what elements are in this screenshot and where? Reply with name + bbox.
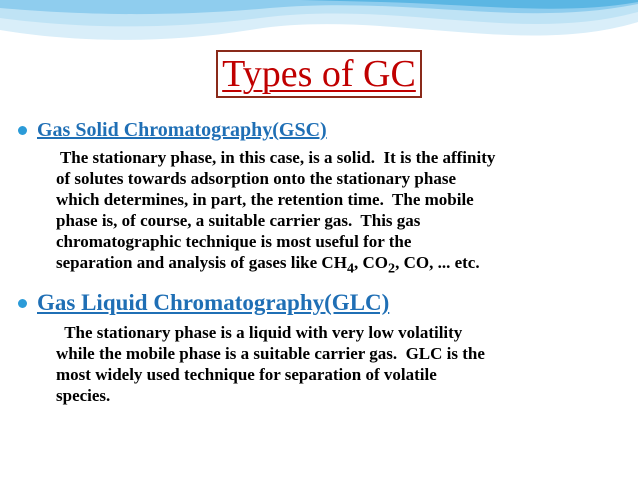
section-glc-heading bbox=[18, 290, 389, 316]
section-glc-heading-label: Gas Liquid Chromatography(GLC) bbox=[37, 290, 390, 315]
section-gsc-heading-label: Gas Solid Chromatography(GSC) bbox=[37, 119, 327, 141]
slide-title bbox=[0, 50, 638, 98]
formula-text: , CO bbox=[354, 253, 389, 272]
bullet-icon bbox=[18, 299, 27, 308]
section-glc-paragraph bbox=[56, 322, 616, 406]
paragraph-line: which determines, in part, the retention time. The mobile bbox=[56, 190, 474, 209]
slide-title-text: Types of GC bbox=[216, 50, 422, 98]
paragraph-line: most widely used technique for separation of volatile bbox=[56, 365, 437, 384]
paragraph-line: chromatographic technique is most useful for the bbox=[56, 232, 412, 251]
paragraph-line: of solutes towards adsorption onto the stationary phase bbox=[56, 169, 456, 188]
subscript: 4 bbox=[346, 260, 355, 277]
bullet-icon bbox=[18, 126, 27, 135]
paragraph-line-formula bbox=[56, 252, 616, 279]
paragraph-line: species. bbox=[56, 386, 111, 405]
paragraph-line: The stationary phase is a liquid with very low volatility bbox=[56, 323, 463, 342]
paragraph-line: while the mobile phase is a suitable carrier gas. GLC is the bbox=[56, 344, 485, 363]
section-gsc-paragraph bbox=[56, 147, 616, 279]
paragraph-line: The stationary phase, in this case, is a solid. It is the affinity bbox=[56, 148, 496, 167]
formula-text: separation and analysis of gases like CH bbox=[56, 253, 347, 272]
paragraph-line: phase is, of course, a suitable carrier gas. This gas bbox=[56, 211, 421, 230]
section-gsc-heading bbox=[18, 119, 327, 142]
subscript: 2 bbox=[388, 260, 396, 277]
formula-text: , CO, ... etc. bbox=[395, 253, 480, 272]
